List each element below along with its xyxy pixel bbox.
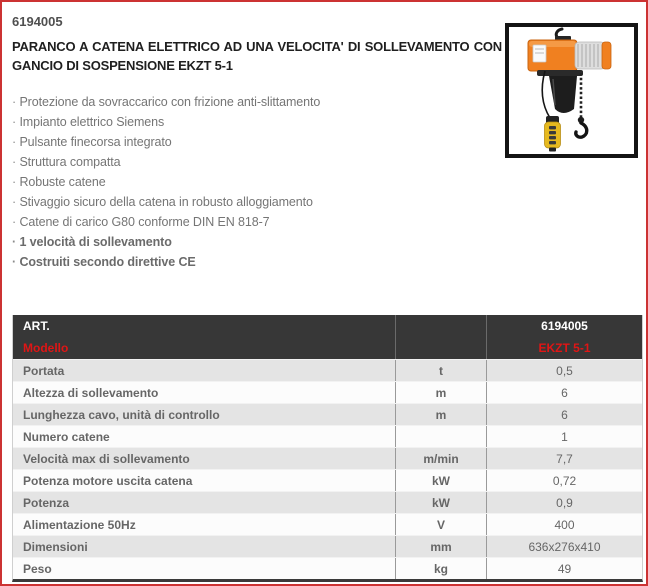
table-row xyxy=(13,513,642,535)
art-label: ART. xyxy=(13,315,396,337)
spec-value: 6 xyxy=(561,407,568,422)
model-value: EKZT 5-1 xyxy=(538,341,591,355)
feature-item: · 1 velocità di sollevamento xyxy=(12,232,638,252)
spec-value: 400 xyxy=(554,517,575,532)
feature-item: · Impianto elettrico Siemens xyxy=(12,112,638,132)
spec-unit: m xyxy=(396,404,487,425)
table-row xyxy=(13,535,642,557)
spec-unit: t xyxy=(396,360,487,381)
spec-label: Velocità max di sollevamento xyxy=(13,448,396,469)
spec-unit xyxy=(396,426,487,447)
table-row xyxy=(13,469,642,491)
model-unit xyxy=(396,337,487,359)
spec-label: Numero catene xyxy=(13,426,396,447)
spec-label: Potenza xyxy=(13,492,396,513)
table-row xyxy=(13,425,642,447)
feature-item: · Robuste catene xyxy=(12,172,638,192)
spec-label: Potenza motore uscita catena xyxy=(13,470,396,491)
feature-item: · Costruiti secondo direttive CE xyxy=(12,252,638,272)
feature-item: · Pulsante finecorsa integrato xyxy=(12,132,638,152)
product-photo xyxy=(505,23,638,158)
spec-label: Lunghezza cavo, unità di controllo xyxy=(13,404,396,425)
model-label: Modello xyxy=(13,337,396,359)
spec-label: Portata xyxy=(13,360,396,381)
spec-label: Peso xyxy=(13,558,396,579)
chain-hoist-icon xyxy=(509,27,634,154)
spec-table xyxy=(12,315,643,582)
table-row xyxy=(13,447,642,469)
page-title: PARANCO A CATENA ELETTRICO AD UNA VELOCITA' DI SOLLEVAMENTO CON GANCIO DI SOSPENSIONE EKZT 5-1 xyxy=(12,39,502,73)
spec-unit: V xyxy=(396,514,487,535)
art-unit xyxy=(396,315,487,337)
table-row xyxy=(13,557,642,579)
spec-value: 636x276x410 xyxy=(528,539,601,554)
spec-label: Alimentazione 50Hz xyxy=(13,514,396,535)
table-header-art-row xyxy=(13,315,642,337)
article-number: 6194005 xyxy=(12,14,63,29)
spec-unit: m xyxy=(396,382,487,403)
spec-unit: kg xyxy=(396,558,487,579)
spec-unit: m/min xyxy=(396,448,487,469)
spec-label: Dimensioni xyxy=(13,536,396,557)
spec-unit: kW xyxy=(396,492,487,513)
spec-unit: kW xyxy=(396,470,487,491)
feature-item: · Protezione da sovraccarico con frizione anti-slittamento xyxy=(12,92,638,112)
spec-value: 49 xyxy=(557,561,572,576)
art-value: 6194005 xyxy=(541,319,588,333)
spec-value: 6 xyxy=(561,385,568,400)
spec-unit: mm xyxy=(396,536,487,557)
table-row xyxy=(13,381,642,403)
feature-item: · Stivaggio sicuro della catena in robusto alloggiamento xyxy=(12,192,638,212)
spec-value: 0,9 xyxy=(556,495,573,510)
table-row xyxy=(13,403,642,425)
feature-item: · Catene di carico G80 conforme DIN EN 818-7 xyxy=(12,212,638,232)
table-body xyxy=(13,359,642,579)
spec-value: 0,72 xyxy=(552,473,577,488)
table-row xyxy=(13,359,642,381)
table-header-model-row xyxy=(13,337,642,359)
spec-value: 1 xyxy=(561,429,568,444)
spec-label: Altezza di sollevamento xyxy=(13,382,396,403)
feature-item: · Struttura compatta xyxy=(12,152,638,172)
table-row xyxy=(13,491,642,513)
spec-value: 7,7 xyxy=(556,451,573,466)
spec-value: 0,5 xyxy=(556,363,573,378)
